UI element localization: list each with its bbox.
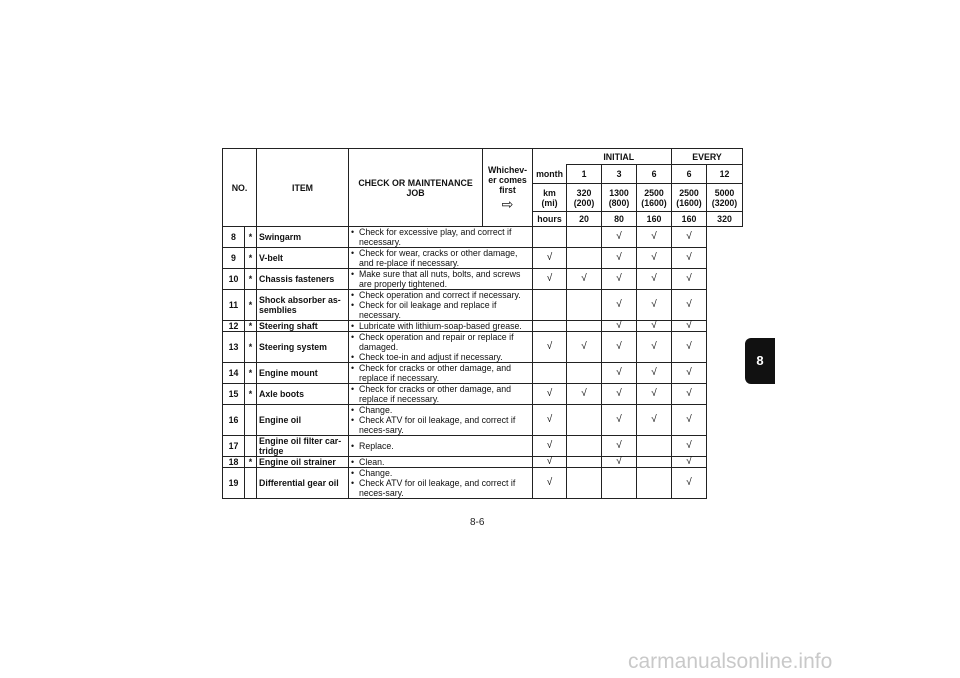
- check-mark: [637, 468, 672, 499]
- month-cell: 1: [567, 165, 602, 184]
- month-cell: 3: [602, 165, 637, 184]
- table-row: [223, 457, 743, 468]
- check-mark: [567, 405, 602, 436]
- row-job: [349, 384, 533, 405]
- row-job: [349, 290, 533, 321]
- row-star: *: [245, 457, 257, 468]
- arrow-right-icon: ⇨: [501, 195, 514, 212]
- job-line: • Clean.: [351, 457, 530, 467]
- check-mark: √: [672, 332, 707, 363]
- header-whichever: [483, 149, 533, 227]
- row-number: 15: [223, 384, 245, 405]
- check-mark: √: [602, 332, 637, 363]
- row-item: Steering system: [257, 332, 349, 363]
- check-mark: √: [672, 290, 707, 321]
- check-mark: √: [672, 321, 707, 332]
- table-row: [223, 227, 743, 248]
- check-mark: √: [533, 269, 567, 290]
- page-number: 8-6: [470, 517, 485, 528]
- check-mark: [533, 321, 567, 332]
- job-line: • Check ATV for oil leakage, and correct if neces-sary.: [351, 478, 530, 498]
- table-row: [223, 436, 743, 457]
- check-mark: √: [533, 405, 567, 436]
- job-line: • Check operation and correct if necessary.: [351, 290, 530, 300]
- row-star: *: [245, 248, 257, 269]
- job-line: • Check toe-in and adjust if necessary.: [351, 352, 530, 362]
- check-mark: √: [672, 227, 707, 248]
- table-row: [223, 321, 743, 332]
- check-mark: √: [672, 405, 707, 436]
- check-mark: [567, 363, 602, 384]
- check-mark: [602, 468, 637, 499]
- check-mark: [567, 227, 602, 248]
- table-row: [223, 468, 743, 499]
- check-mark: √: [637, 290, 672, 321]
- check-mark: [567, 457, 602, 468]
- check-mark: [567, 321, 602, 332]
- job-line: • Check for cracks or other damage, and replace if necessary.: [351, 363, 530, 383]
- row-star: [245, 436, 257, 457]
- row-item: Engine oil strainer: [257, 457, 349, 468]
- header-every: EVERY: [672, 149, 743, 165]
- check-mark: √: [672, 363, 707, 384]
- check-mark: √: [672, 248, 707, 269]
- table-body: [223, 227, 743, 499]
- table-row: [223, 290, 743, 321]
- job-line: • Check for excessive play, and correct if necessary.: [351, 227, 530, 247]
- check-mark: √: [567, 384, 602, 405]
- row-number: 19: [223, 468, 245, 499]
- header-initial: INITIAL: [567, 149, 672, 165]
- check-mark: √: [602, 321, 637, 332]
- row-job: [349, 405, 533, 436]
- check-mark: √: [637, 227, 672, 248]
- row-star: [245, 468, 257, 499]
- row-job: [349, 321, 533, 332]
- check-mark: √: [637, 363, 672, 384]
- header-check: CHECK OR MAINTENANCE JOB: [349, 149, 483, 227]
- row-number: 16: [223, 405, 245, 436]
- check-mark: √: [602, 269, 637, 290]
- check-mark: [533, 227, 567, 248]
- km-cell: 2500 (1600): [637, 184, 672, 212]
- job-line: • Lubricate with lithium-soap-based grease.: [351, 321, 530, 331]
- row-job: [349, 436, 533, 457]
- month-cell: 12: [707, 165, 743, 184]
- table-row: [223, 363, 743, 384]
- header-item: ITEM: [257, 149, 349, 227]
- row-number: 8: [223, 227, 245, 248]
- check-mark: [533, 290, 567, 321]
- check-mark: √: [567, 332, 602, 363]
- watermark: carmanualsonline.info: [628, 650, 833, 673]
- table-row: [223, 405, 743, 436]
- check-mark: √: [602, 227, 637, 248]
- check-mark: √: [602, 363, 637, 384]
- table-row: [223, 332, 743, 363]
- check-mark: √: [672, 436, 707, 457]
- check-mark: √: [533, 332, 567, 363]
- row-number: 13: [223, 332, 245, 363]
- hours-cell: 20: [567, 212, 602, 227]
- job-line: • Check ATV for oil leakage, and correct if neces-sary.: [351, 415, 530, 435]
- row-number: 12: [223, 321, 245, 332]
- table-row: [223, 384, 743, 405]
- check-mark: √: [672, 457, 707, 468]
- job-line: • Replace.: [351, 441, 530, 451]
- row-job: [349, 468, 533, 499]
- check-mark: [567, 248, 602, 269]
- row-job: [349, 363, 533, 384]
- check-mark: √: [637, 248, 672, 269]
- row-star: *: [245, 269, 257, 290]
- km-cell: 2500 (1600): [672, 184, 707, 212]
- km-label: km (mi): [533, 184, 567, 212]
- check-mark: √: [533, 457, 567, 468]
- row-star: *: [245, 332, 257, 363]
- header-no: NO.: [223, 149, 257, 227]
- row-number: 18: [223, 457, 245, 468]
- row-star: [245, 405, 257, 436]
- job-line: • Change.: [351, 405, 530, 415]
- month-label: month: [533, 165, 567, 184]
- row-star: *: [245, 227, 257, 248]
- check-mark: √: [637, 405, 672, 436]
- month-cell: 6: [672, 165, 707, 184]
- check-mark: [567, 436, 602, 457]
- check-mark: √: [602, 405, 637, 436]
- check-mark: √: [637, 384, 672, 405]
- check-mark: √: [533, 436, 567, 457]
- row-number: 14: [223, 363, 245, 384]
- row-item: Swingarm: [257, 227, 349, 248]
- row-star: *: [245, 384, 257, 405]
- chapter-tab: 8: [745, 338, 775, 384]
- row-item: Engine mount: [257, 363, 349, 384]
- job-line: • Check operation and repair or replace if damaged.: [351, 332, 530, 352]
- row-item: V-belt: [257, 248, 349, 269]
- check-mark: √: [637, 332, 672, 363]
- job-line: • Check for cracks or other damage, and replace if necessary.: [351, 384, 530, 404]
- job-line: • Make sure that all nuts, bolts, and screws are properly tightened.: [351, 269, 530, 289]
- check-mark: [533, 363, 567, 384]
- row-item: Engine oil filter car-tridge: [257, 436, 349, 457]
- km-cell: 5000 (3200): [707, 184, 743, 212]
- check-mark: √: [672, 468, 707, 499]
- check-mark: √: [567, 269, 602, 290]
- row-item: Chassis fasteners: [257, 269, 349, 290]
- check-mark: √: [672, 269, 707, 290]
- table-row: [223, 269, 743, 290]
- check-mark: √: [602, 457, 637, 468]
- table-header: [223, 149, 743, 227]
- km-cell: 1300 (800): [602, 184, 637, 212]
- header-blank: [533, 149, 567, 165]
- job-line: • Change.: [351, 468, 530, 478]
- check-mark: [637, 436, 672, 457]
- job-line: • Check for oil leakage and replace if necessary.: [351, 300, 530, 320]
- hours-label: hours: [533, 212, 567, 227]
- row-job: [349, 227, 533, 248]
- row-number: 17: [223, 436, 245, 457]
- row-job: [349, 457, 533, 468]
- row-star: *: [245, 290, 257, 321]
- hours-cell: 160: [672, 212, 707, 227]
- row-number: 11: [223, 290, 245, 321]
- month-cell: 6: [637, 165, 672, 184]
- hours-cell: 160: [637, 212, 672, 227]
- row-job: [349, 248, 533, 269]
- row-item: Shock absorber as-semblies: [257, 290, 349, 321]
- check-mark: √: [602, 436, 637, 457]
- table-row: [223, 248, 743, 269]
- whichever-label: Whichev-er comes first: [487, 164, 528, 195]
- check-mark: √: [602, 384, 637, 405]
- job-line: • Check for wear, cracks or other damage, and re-place if necessary.: [351, 248, 530, 268]
- check-mark: √: [602, 248, 637, 269]
- check-mark: √: [533, 248, 567, 269]
- check-mark: [567, 290, 602, 321]
- row-item: Engine oil: [257, 405, 349, 436]
- check-mark: √: [533, 468, 567, 499]
- km-cell: 320 (200): [567, 184, 602, 212]
- row-star: *: [245, 363, 257, 384]
- row-item: Differential gear oil: [257, 468, 349, 499]
- hours-cell: 80: [602, 212, 637, 227]
- row-item: Axle boots: [257, 384, 349, 405]
- row-number: 10: [223, 269, 245, 290]
- row-number: 9: [223, 248, 245, 269]
- maintenance-table: [222, 148, 743, 499]
- hours-cell: 320: [707, 212, 743, 227]
- row-job: [349, 269, 533, 290]
- check-mark: [637, 457, 672, 468]
- row-job: [349, 332, 533, 363]
- check-mark: √: [637, 269, 672, 290]
- check-mark: √: [637, 321, 672, 332]
- check-mark: √: [672, 384, 707, 405]
- check-mark: √: [533, 384, 567, 405]
- row-star: *: [245, 321, 257, 332]
- check-mark: [567, 468, 602, 499]
- check-mark: √: [602, 290, 637, 321]
- row-item: Steering shaft: [257, 321, 349, 332]
